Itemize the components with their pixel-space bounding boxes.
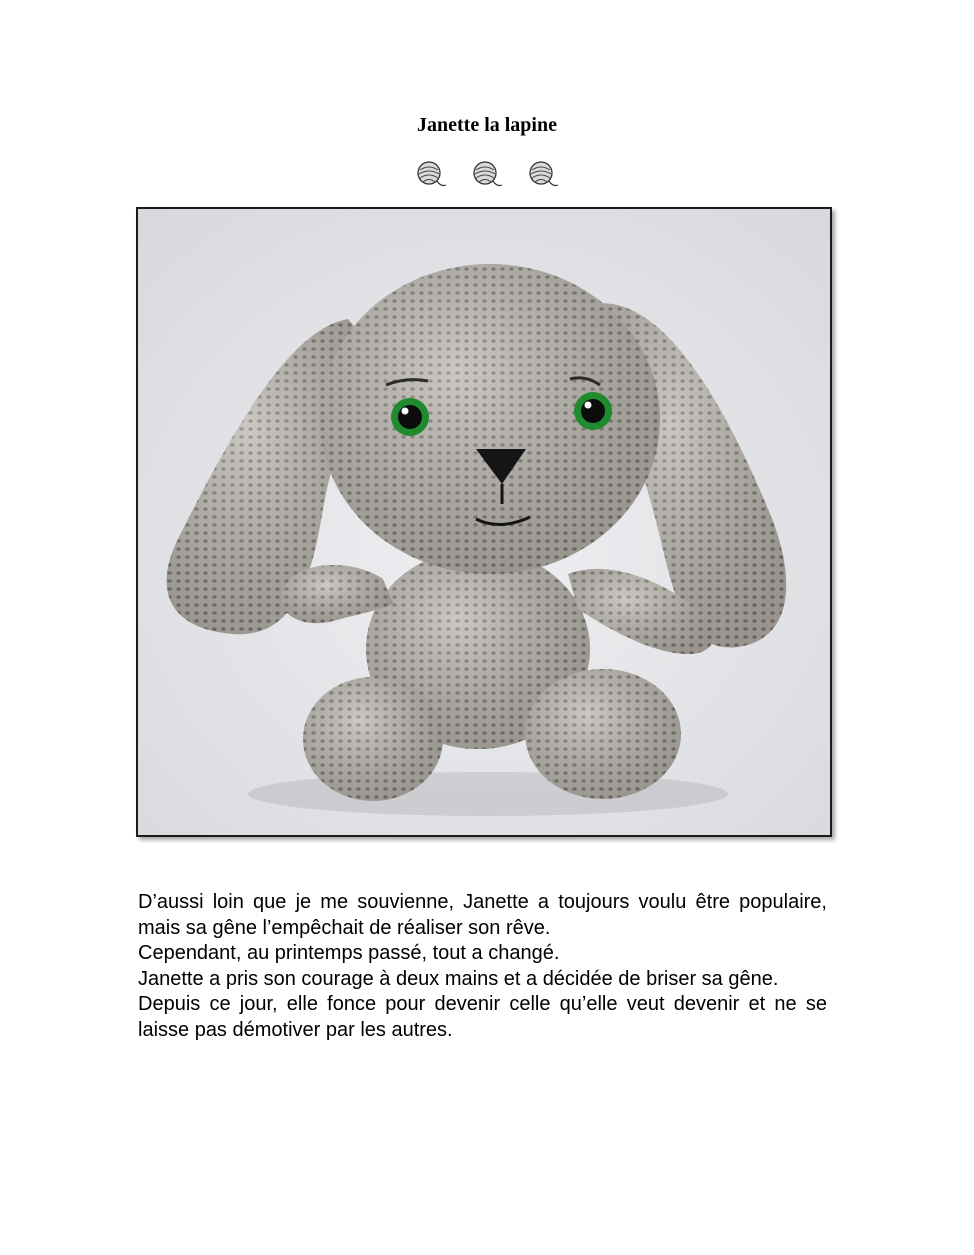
yarn-ball-icon xyxy=(470,158,504,192)
story-paragraph: D’aussi loin que je me souvienne, Janette a toujours voulu être populaire, mais sa gêne l’empêchait de réaliser son rêve. xyxy=(138,891,827,939)
yarn-ball-icon xyxy=(414,158,448,192)
story-paragraph: Cependant, au printemps passé, tout a changé. xyxy=(138,942,560,964)
story-paragraph: Depuis ce jour, elle fonce pour devenir celle qu’elle veut devenir et ne se laisse pas démotiver par les autres. xyxy=(138,993,827,1041)
page-title: Janette la lapine xyxy=(417,114,557,136)
crochet-bunny-illustration xyxy=(138,209,830,835)
bunny-photo xyxy=(136,207,832,837)
difficulty-rating xyxy=(0,158,974,192)
story-paragraph: Janette a pris son courage à deux mains et a décidée de briser sa gêne. xyxy=(138,967,779,990)
story-text xyxy=(138,890,827,1043)
yarn-ball-icon xyxy=(526,158,560,192)
